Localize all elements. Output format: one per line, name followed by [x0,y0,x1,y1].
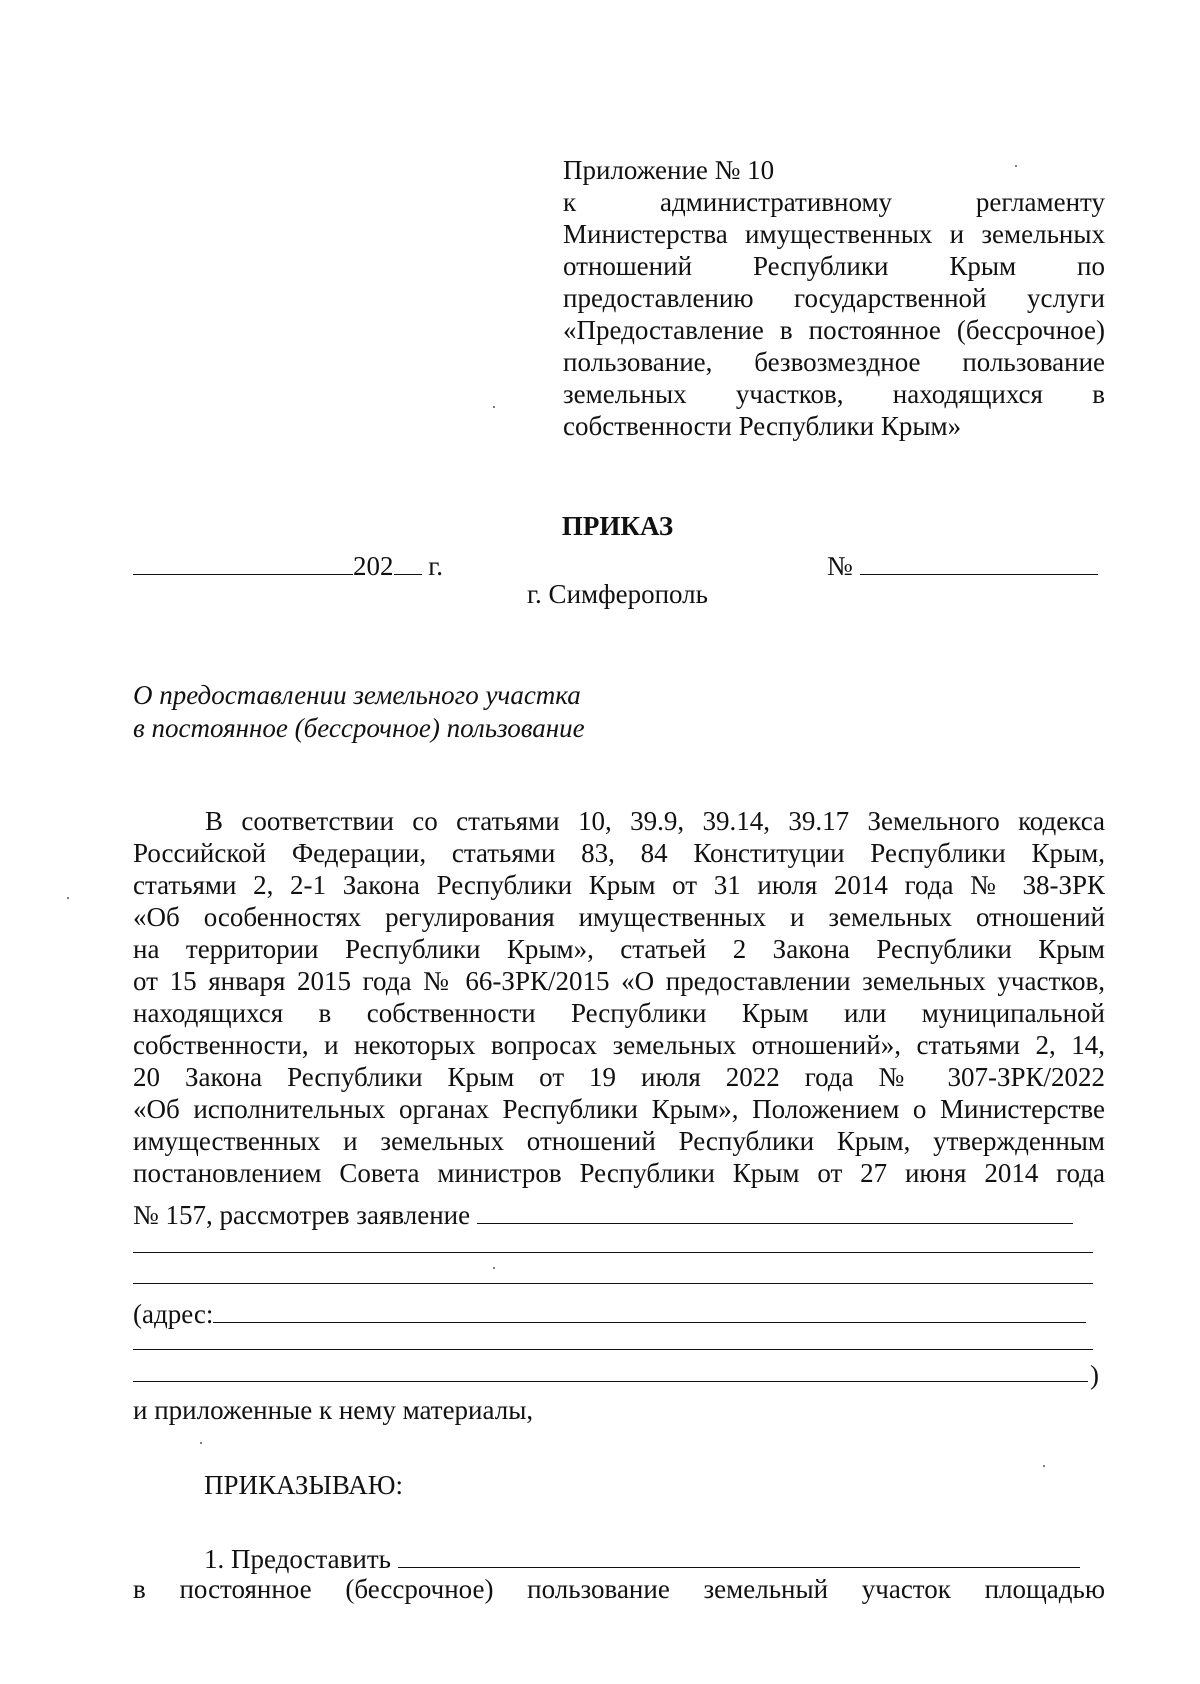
year-suffix: г. [428,551,444,581]
materials-text: и приложенные к нему материалы, [133,1395,534,1425]
appendix-line: Приложение № 10 [563,155,775,185]
subject-line: в постоянное (бессрочное) пользование [133,713,585,743]
appendix-line: пользование, безвозмездное пользование [563,347,1105,377]
item1-label: 1. Предоставить [204,1544,391,1574]
scan-speck [493,1267,495,1269]
close-paren: ) [1090,1360,1099,1390]
number-field [827,548,1098,582]
scan-speck [67,897,69,899]
body-line: В соответствии со статьями 10, 39.9, 39.14, 39.17 Земельного кодекса [205,806,1105,836]
item1-blank [398,1541,1080,1568]
application-label: № 157, рассмотрев заявление [133,1200,471,1230]
fill-line [133,1381,1088,1382]
year-text: 202 [353,551,394,581]
scan-speck [1015,165,1017,167]
body-line: статьями 2, 2-1 Закона Республики Крым от 31 июля 2014 года № 38-ЗРК [133,870,1105,900]
order-preamble [133,805,1105,1189]
scan-speck [493,406,495,408]
order-item-1-continuation: в постоянное (бессрочное) пользование земельный участок площадью [133,1574,1105,1604]
body-line: имущественных и земельных отношений Республики Крым, утвержденным [133,1126,1105,1156]
body-line: «Об особенностях регулирования имущественных и земельных отношений [133,902,1105,932]
date-blank [133,548,353,575]
appendix-header [563,154,1105,442]
appendix-line: предоставлению государственной услуги [563,283,1105,313]
body-line: 20 Закона Республики Крым от 19 июля 2022 года № 307-ЗРК/2022 [133,1062,1105,1092]
number-label: № [827,551,853,581]
appendix-line: к административному регламенту [563,187,1105,217]
number-blank [860,548,1098,575]
appendix-line: Министерства имущественных и земельных [563,219,1105,249]
orders-heading: ПРИКАЗЫВАЮ: [204,1470,403,1500]
order-item-1 [204,1541,1080,1575]
body-line: собственности, и некоторых вопросах земельных отношений», статьями 2, 14, [133,1030,1105,1060]
subject-line: О предоставлении земельного участка [133,680,581,710]
body-line: Российской Федерации, статьями 83, 84 Конституции Республики Крым, [133,838,1105,868]
address-label: (адрес: [133,1299,214,1329]
document-title: ПРИКАЗ [561,511,674,541]
body-line: от 15 января 2015 года № 66-ЗРК/2015 «О предоставлении земельных участков, [133,966,1105,996]
year-blank [394,548,422,575]
date-field [133,548,443,582]
appendix-line: «Предоставление в постоянное (бессрочное) [563,315,1105,345]
scan-speck [200,1442,202,1444]
body-line: «Об исполнительных органах Республики Крым», Положением о Министерстве [133,1094,1105,1124]
application-blank [477,1197,1073,1224]
body-line: на территории Республики Крым», статьей 2 Закона Республики Крым [133,934,1105,964]
application-line [133,1197,1073,1231]
order-subject [133,679,585,745]
fill-line [133,1283,1093,1284]
appendix-line: собственности Республики Крым» [563,411,962,441]
body-line: находящихся в собственности Республики Крым или муниципальной [133,998,1105,1028]
address-blank [213,1296,1086,1323]
body-line: постановлением Совета министров Республики Крым от 27 июня 2014 года [133,1158,1105,1188]
address-field [133,1296,1086,1330]
fill-line [133,1349,1093,1350]
scan-speck [1043,1465,1045,1467]
appendix-line: земельных участков, находящихся в [563,379,1105,409]
fill-line [133,1252,1093,1253]
appendix-line: отношений Республики Крым по [563,251,1105,281]
city: г. Симферополь [527,579,708,609]
